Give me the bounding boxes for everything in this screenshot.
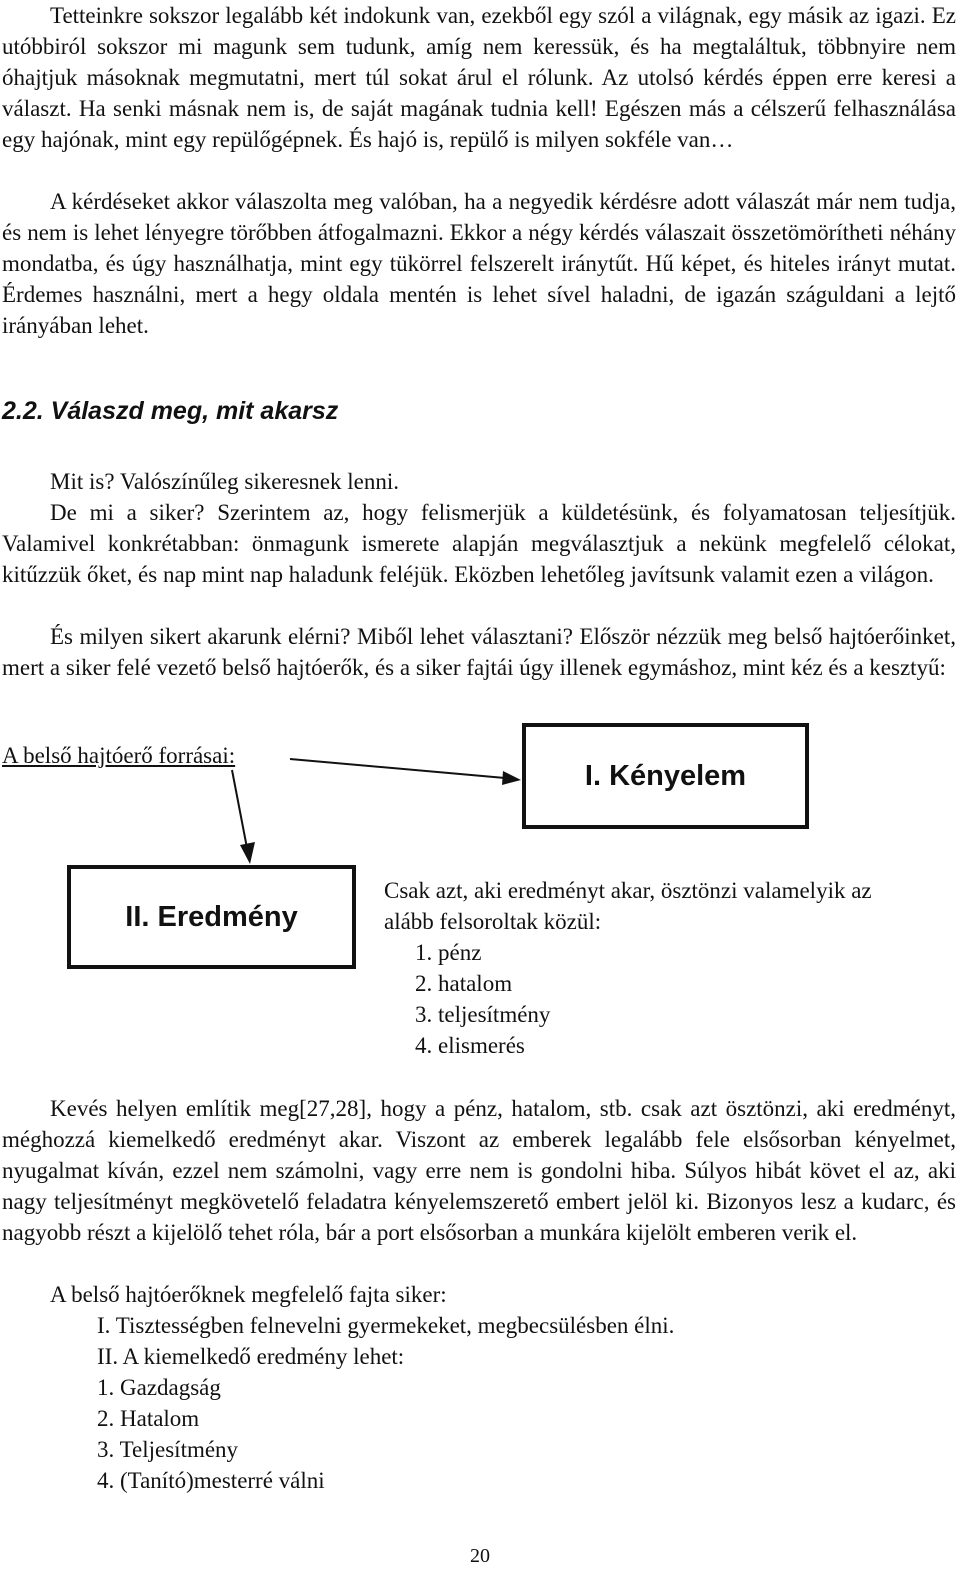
success-list-item: 2. Hatalom xyxy=(97,1406,200,1431)
arrowhead-kenyelem xyxy=(502,771,521,785)
success-list-item: II. A kiemelkedő eredmény lehet: xyxy=(97,1344,405,1369)
after-paragraph-2: A belső hajtóerőknek megfelelő fajta siker: xyxy=(50,1282,447,1307)
box-eredmeny: II. Eredmény xyxy=(67,865,356,969)
success-list-item: I. Tisztességben felnevelni gyermekeket, megbecsülésben élni. xyxy=(97,1313,675,1338)
incentive-item-4: 4. elismerés xyxy=(415,1033,525,1058)
incentive-item-2: 2. hatalom xyxy=(415,971,513,996)
incentive-item-1: 1. pénz xyxy=(415,940,482,965)
diagram-description-line-1: Csak azt, aki eredményt akar, ösztönzi valamelyik az xyxy=(384,878,872,903)
intro-paragraph-1: Tetteinkre sokszor legalább két indokunk van, ezekből egy szól a világnak, egy másik az igazi. Ez utóbbiról sokszor mi magunk sem tudunk, amíg nem keressük, és ha megtaláltuk, többnyire nem óhajtjuk másoknak megmutatni, mert túl sokat árul el rólunk. Az utolsó kérdés éppen erre keresi a választ. Ha senki másnak nem is, de saját magának tudnia kell! Egészen más a célszerű felhasználása egy hajónak, mint egy repülőgépnek. És hajó is, repülő is milyen sokféle van… xyxy=(2,3,956,152)
section-paragraph-3: És milyen sikert akarunk elérni? Miből lehet választani? Először nézzük meg belső hajtóerőinket, mert a siker felé vezető belső hajtóerők, és a siker fajtái úgy illenek egymáshoz, mint kéz és a kesztyű: xyxy=(2,624,956,680)
success-list-item: 4. (Tanító)mesterré válni xyxy=(97,1468,325,1493)
success-list-item: 3. Teljesítmény xyxy=(97,1437,239,1462)
intro-paragraph-2: A kérdéseket akkor válaszolta meg valóban, ha a negyedik kérdésre adott válaszát már nem tudja, és nem is lehet lényegre törőbben átfogalmazni. Ekkor a négy kérdés válaszait összetömörítheti néhány mondatba, és úgy használhatja, mint egy tükörrel felszerelt iránytűt. Hű képet, és hiteles irányt mutat. Érdemes használni, mert a hegy oldala mentén is lehet sível haladni, de igazán száguldani a lejtő irányában lehet. xyxy=(2,189,956,338)
drive-source-label: A belső hajtóerő forrásai: xyxy=(2,743,236,768)
success-list-item: 1. Gazdagság xyxy=(97,1375,221,1400)
diagram-description-line-2: alább felsoroltak közül: xyxy=(384,909,602,934)
page-number: 20 xyxy=(470,1545,490,1567)
arrow-to-eredmeny xyxy=(232,770,247,848)
section-paragraph-1: Mit is? Valószínűleg sikeresnek lenni. xyxy=(50,469,399,494)
section-paragraph-2: De mi a siker? Szerintem az, hogy felismerjük a küldetésünk, és folyamatosan teljesítjük. Valamivel konkrétabban: önmagunk ismerete alapján megválasztjuk a nekünk megfelelő célokat, kitűzzük őket, és nap mint nap haladunk feléjük. Eközben lehetőleg javítsunk valamit ezen a világon. xyxy=(2,500,956,587)
section-heading: 2.2. Válaszd meg, mit akarsz xyxy=(2,397,339,425)
arrowhead-eredmeny xyxy=(240,842,255,864)
after-paragraph-1: Kevés helyen említik meg[27,28], hogy a pénz, hatalom, stb. csak azt ösztönzi, aki eredményt, méghozzá kiemelkedő eredményt akar. Viszont az emberek legalább fele elsősorban kényelmet, nyugalmat kíván, ezzel nem számolni, vagy erre nem is gondolni hiba. Súlyos hibát követ el az, aki nagy teljesítményt megkövetelő feladatra kényelemszerető embert jelöl ki. Bizonyos lesz a kudarc, és nagyobb részt a kijelölő tehet róla, bár a port elsősorban a munkára kijelölt emberen verik el. xyxy=(2,1096,956,1245)
incentive-item-3: 3. teljesítmény xyxy=(415,1002,551,1027)
arrow-to-kenyelem xyxy=(290,759,505,778)
box-kenyelem: I. Kényelem xyxy=(522,723,809,829)
